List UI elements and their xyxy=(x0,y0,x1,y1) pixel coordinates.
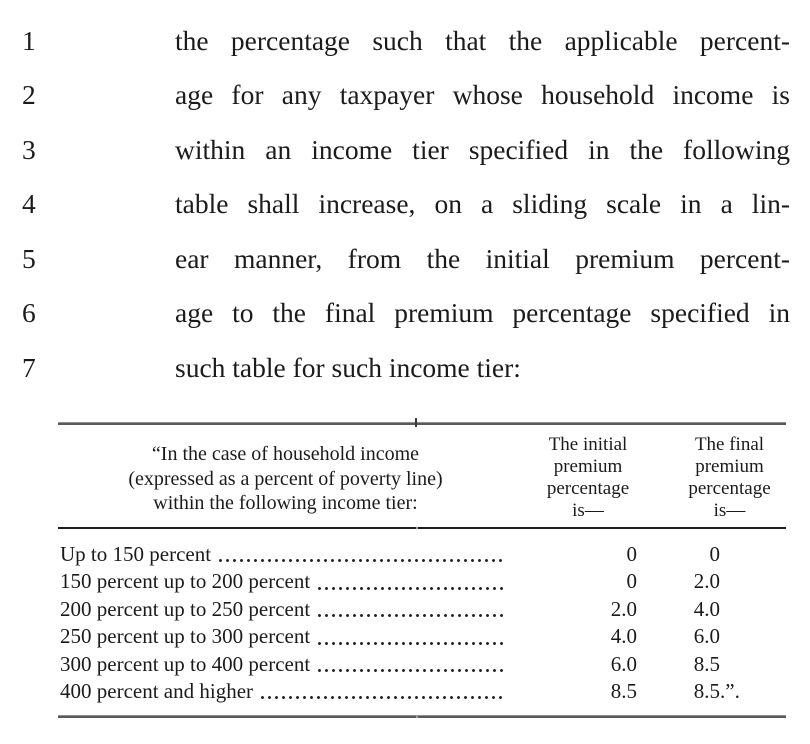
tier-label: 300 percent up to 400 percent xyxy=(60,651,311,676)
column-header-initial-premium xyxy=(513,425,663,527)
line-number-3: 3 xyxy=(22,133,36,165)
table-row-up-to-150 xyxy=(58,541,786,568)
table-top-rule xyxy=(58,422,786,425)
bill-line-3 xyxy=(0,123,810,177)
tier-label: Up to 150 percent xyxy=(60,542,212,567)
dot-leader xyxy=(318,614,506,617)
line-number-4: 4 xyxy=(22,188,36,220)
tier-cell xyxy=(58,568,513,595)
bill-line-7 xyxy=(0,341,810,395)
final-header-line-1: The final xyxy=(694,434,765,456)
tier-label: 250 percent up to 300 percent xyxy=(60,624,311,649)
initial-header-line-1: The initial xyxy=(548,434,628,456)
final-percentage-cell xyxy=(663,678,786,705)
rule-junction-mark-mid xyxy=(416,527,418,529)
table-row-200-250 xyxy=(58,596,786,623)
stub-header-line-3: within the following income tier: xyxy=(153,492,418,515)
table-bottom-rule xyxy=(58,715,786,718)
table-header-row xyxy=(58,425,786,527)
rule-junction-mark-top xyxy=(415,418,417,427)
final-percentage-cell: 6.0 xyxy=(693,624,720,649)
tier-cell xyxy=(58,678,513,705)
table-header-rule xyxy=(58,527,786,529)
line-number-2: 2 xyxy=(22,79,36,111)
bill-line-4 xyxy=(0,177,810,231)
initial-header-line-3: percentage xyxy=(546,478,630,500)
bill-line-text-3: within an income tier specified in the following xyxy=(175,133,790,165)
final-percentage-cell: 8.5 xyxy=(693,651,720,676)
dot-leader xyxy=(318,642,506,645)
initial-percentage-cell: 8.5 xyxy=(610,679,637,704)
dot-leader xyxy=(219,559,506,562)
final-header-line-3: percentage xyxy=(688,478,771,500)
initial-header-line-4: is— xyxy=(572,500,604,522)
tier-cell xyxy=(58,651,513,678)
initial-percentage-cell: 2.0 xyxy=(610,596,637,621)
table-body xyxy=(58,529,786,715)
dot-leader xyxy=(261,696,506,699)
final-header-line-4: is— xyxy=(713,500,746,522)
final-percentage-cell: 4.0 xyxy=(693,596,720,621)
stub-header-line-2: (expressed as a percent of poverty line) xyxy=(128,467,443,490)
bill-line-1 xyxy=(0,14,810,68)
premium-percentage-table xyxy=(58,422,786,718)
tier-cell xyxy=(58,596,513,623)
final-percentage-value: 8.5 xyxy=(693,679,720,704)
bill-line-text-4: table shall increase, on a sliding scale in a lin- xyxy=(175,188,790,220)
table-row-250-300 xyxy=(58,623,786,650)
bill-line-text-1: the percentage such that the applicable percent- xyxy=(175,25,790,56)
column-header-final-premium xyxy=(663,425,786,527)
line-number-7: 7 xyxy=(22,351,36,383)
tier-cell xyxy=(58,541,513,568)
tier-label: 200 percent up to 250 percent xyxy=(60,596,311,621)
final-header-line-2: premium xyxy=(695,456,764,478)
bill-line-text-7: such table for such income tier: xyxy=(175,351,521,383)
line-number-1: 1 xyxy=(22,25,36,56)
initial-percentage-cell: 0 xyxy=(626,569,637,594)
table-row-400-higher xyxy=(58,678,786,705)
table-row-300-400 xyxy=(58,651,786,678)
bill-line-text-6: age to the final premium percentage specified in xyxy=(175,297,790,329)
tier-cell xyxy=(58,623,513,650)
dot-leader xyxy=(318,669,506,672)
stub-header-line-1: “In the case of household income xyxy=(151,443,420,466)
bill-line-2 xyxy=(0,68,810,122)
table-row-150-200 xyxy=(58,568,786,595)
bill-line-5 xyxy=(0,232,810,286)
initial-percentage-cell: 6.0 xyxy=(610,651,637,676)
initial-header-line-2: premium xyxy=(553,456,623,478)
closing-quote-period: .”. xyxy=(720,679,740,704)
bill-line-text-5: ear manner, from the initial premium percent- xyxy=(175,242,790,274)
initial-percentage-cell: 0 xyxy=(626,542,637,567)
bill-line-text-2: age for any taxpayer whose household income is xyxy=(175,79,790,111)
final-percentage-cell: 0 xyxy=(709,542,720,567)
line-number-6: 6 xyxy=(22,297,36,329)
tier-label: 150 percent up to 200 percent xyxy=(60,569,311,594)
bill-line-6 xyxy=(0,286,810,340)
line-number-5: 5 xyxy=(22,242,36,274)
tier-label: 400 percent and higher xyxy=(60,679,254,704)
dot-leader xyxy=(318,587,506,590)
initial-percentage-cell: 4.0 xyxy=(610,624,637,649)
final-percentage-cell: 2.0 xyxy=(693,569,720,594)
rule-junction-mark-bottom xyxy=(416,715,418,718)
column-header-income-tier xyxy=(58,425,513,527)
